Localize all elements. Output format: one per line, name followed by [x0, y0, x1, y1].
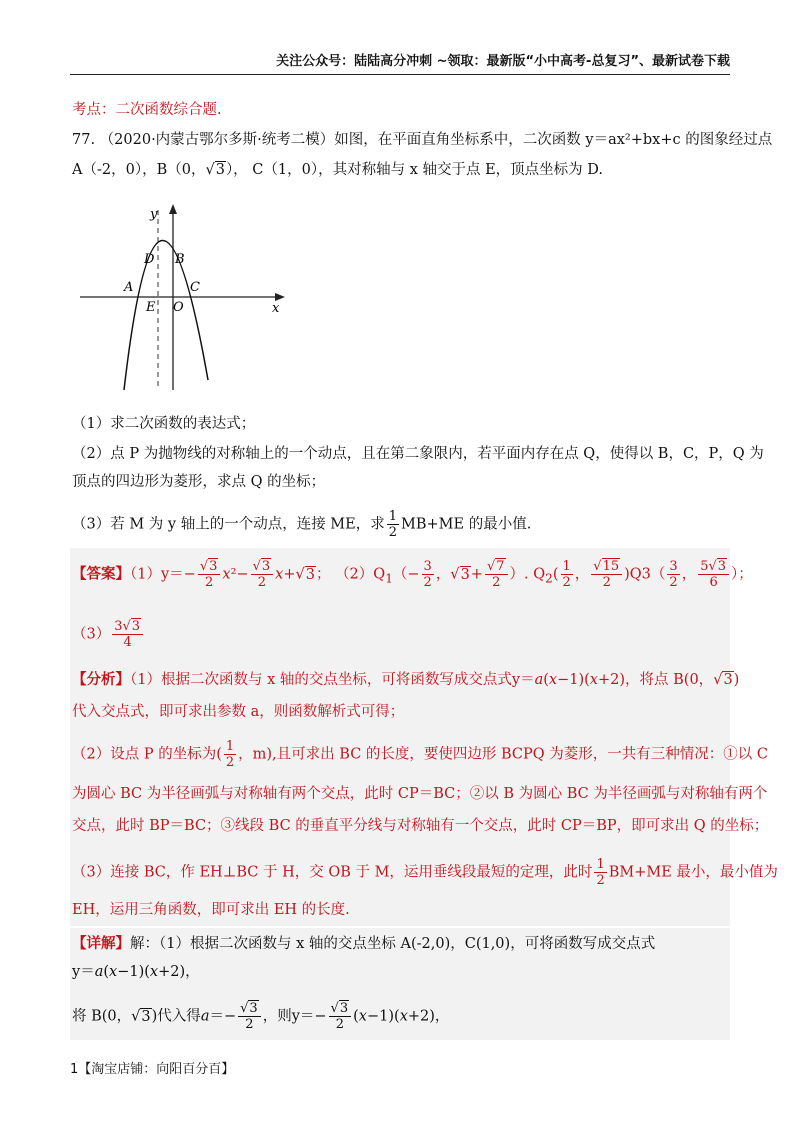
- question-3: [72, 510, 531, 539]
- answer-part-3-lead: （3）: [72, 626, 111, 643]
- label-B: B: [175, 252, 185, 267]
- detail-text-3c: ，则: [262, 1008, 292, 1025]
- detail-line-3: 将 B(0，√3)代入得a＝− $\frac{√3}{2}$ ，则y＝− $\frac{√3}{2}$ (x−1)(x+2)，: [72, 1001, 450, 1032]
- fraction-sqrt3-over-2-c: $\frac{√3}{2}$: [238, 1002, 261, 1031]
- parabola-graph: [80, 200, 290, 395]
- analysis-line-7: EH，运用三角函数，即可求出 EH 的长度.: [72, 902, 350, 918]
- fraction-sqrt3-over-2-d: $\frac{√3}{2}$: [329, 1002, 352, 1031]
- label-C: C: [190, 280, 200, 295]
- analysis-text-3b: ，m),且可求出 BC 的长度，要使四边形 BCPQ 为菱形，一共有三种情况：①以 C: [238, 746, 768, 763]
- analysis-text-6b: BM+ME 最小，最小值为: [608, 864, 778, 881]
- detail-line-2: y＝a(x−1)(x+2)，: [72, 964, 200, 980]
- fraction-one-half: $\frac{1}{2}$: [388, 509, 398, 540]
- analysis-line-5: 交点，此时 BP＝BC；③线段 BC 的垂直平分线与对称轴有一个交点，此时 CP＝BP，即可求出 Q 的坐标；: [72, 818, 769, 834]
- fraction-3-over-2-b: $\frac{3}{2}$: [669, 559, 678, 590]
- fraction-sqrt3-over-2: $\frac{√3}{2}$: [198, 560, 221, 589]
- fraction-1-over-2: $\frac{1}{2}$: [562, 559, 571, 590]
- analysis-line-4: 为圆心 BC 为半径画弧与对称轴有两个交点，此时 CP＝BC；②以 B 为圆心 BC 为半径画弧与对称轴有两个: [72, 786, 768, 802]
- label-A: A: [124, 280, 134, 295]
- detail-text-3a: 将 B(0，: [72, 1008, 132, 1025]
- question-3-text-b: MB+ME 的最小值.: [401, 516, 532, 533]
- detail-text-3b: )代入得: [151, 1008, 201, 1025]
- problem-stem-text-1: 如图，在平面直角坐标系中，二次函数 y＝ax²+bx+c 的图象经过点: [334, 132, 773, 148]
- label-E: E: [146, 300, 156, 315]
- label-O: O: [173, 300, 184, 315]
- answer-q3-label: Q3: [629, 566, 651, 583]
- label-D: D: [144, 252, 155, 267]
- y-axis-arrow: [169, 204, 177, 214]
- answer-part-2-lead: （2）Q: [335, 566, 386, 583]
- fraction-1-over-2-b: $\frac{1}{2}$: [225, 739, 235, 770]
- fraction-sqrt3-over-2-b: $\frac{√3}{2}$: [251, 560, 274, 589]
- answer-part-1-lead: （1）y＝−: [130, 566, 196, 583]
- analysis-text-1a: （1）根据二次函数与 x 轴的交点坐标，可将函数写成交点式: [130, 672, 512, 688]
- problem-stem-text-2b: ）， C（1，0），其对称轴与 x 轴交于点 E，顶点坐标为 D.: [225, 162, 604, 178]
- answer-tag: 【答案】: [72, 565, 130, 583]
- analysis-tag: 【分析】: [72, 671, 130, 688]
- problem-number: 77.: [72, 132, 96, 148]
- fraction-3-over-2: $\frac{3}{2}$: [423, 559, 432, 590]
- fraction-1-over-2-c: $\frac{1}{2}$: [596, 857, 605, 888]
- label-y: y: [150, 207, 158, 222]
- fraction-5sqrt3-over-6: $\frac{5√3}{6}$: [698, 560, 729, 589]
- x-axis-arrow: [275, 293, 285, 301]
- fraction-3sqrt3-over-4: $\frac{3√3}{4}$: [112, 620, 143, 649]
- problem-stem-text-2a: A（-2，0），B（0，: [72, 162, 206, 178]
- topic-line: 考点：二次函数综合题.: [72, 102, 222, 118]
- analysis-line-3: [72, 740, 768, 769]
- fraction-sqrt15-over-2: $\frac{√15}{2}$: [591, 560, 622, 589]
- parabola-curve: [124, 240, 208, 390]
- detail-line-1: [72, 934, 655, 954]
- problem-stem-line-2: [72, 160, 603, 180]
- question-1: （1）求二次函数的表达式；: [72, 416, 256, 432]
- question-2-line-1: （2）点 P 为抛物线的对称轴上的一个动点，且在第二象限内，若平面内存在点 Q，使得以 B，C，P，Q 为: [72, 446, 764, 462]
- sqrt-radicand: 3: [215, 162, 225, 178]
- analysis-text-6a: （3）连接 BC，作 EH⊥BC 于 H，交 OB 于 M，运用垂线段最短的定理，此时: [72, 864, 593, 881]
- fraction-sqrt7-over-2: $\frac{√7}{2}$: [485, 560, 508, 589]
- page-header: 关注公众号：陆陆高分冲刺 ~领取：最新版“小中高考-总复习”、最新试卷下载: [276, 54, 730, 69]
- analysis-text-1b: ，将点 B(0，: [625, 672, 714, 688]
- detail-text-1: 解：（1）根据二次函数与 x 轴的交点坐标 A(-2,0)，C(1,0)，可将函数写成交点式: [130, 936, 656, 952]
- problem-stem-line-1: [72, 130, 772, 150]
- question-3-text-a: （3）若 M 为 y 轴上的一个动点，连接 ME，求: [72, 516, 385, 533]
- header-divider: [70, 74, 730, 75]
- answer-line-2: [72, 620, 145, 649]
- analysis-line-1: 【分析】（1）根据二次函数与 x 轴的交点坐标，可将函数写成交点式y＝a(x−1)(x+2)，将点 B(0，√3): [72, 671, 740, 688]
- label-x: x: [272, 301, 280, 316]
- analysis-text-3a: （2）设点 P 的坐标为(: [72, 746, 222, 763]
- problem-source: （2020·内蒙古鄂尔多斯·统考二模）: [99, 132, 335, 148]
- analysis-line-2: 代入交点式，即可求出参数 a，则函数解析式可得；: [72, 704, 405, 720]
- question-2-line-2: 顶点的四边形为菱形，求点 Q 的坐标；: [72, 474, 326, 490]
- page-footer: 1【淘宝店铺：向阳百分百】: [70, 1062, 235, 1077]
- analysis-line-6: [72, 858, 778, 887]
- answer-line-1: 【答案】（1）y＝− $\frac{√3}{2}$ x²− $\frac{√3}{2}$ x+√3； $(2)Q_1(-$ $\frac{3}{2}$ ，√3+ $\frac{√7}{2}$ ）. $Q_2$( $\frac{1}{2}$ ， $\frac{√15}{2}$ )Q3（ $\frac{3}{2}$ ， $\frac{5√3}{6}$ ）；: [72, 559, 753, 590]
- detail-tag: 【详解】: [72, 935, 130, 952]
- sqrt-expression: √3: [205, 162, 225, 178]
